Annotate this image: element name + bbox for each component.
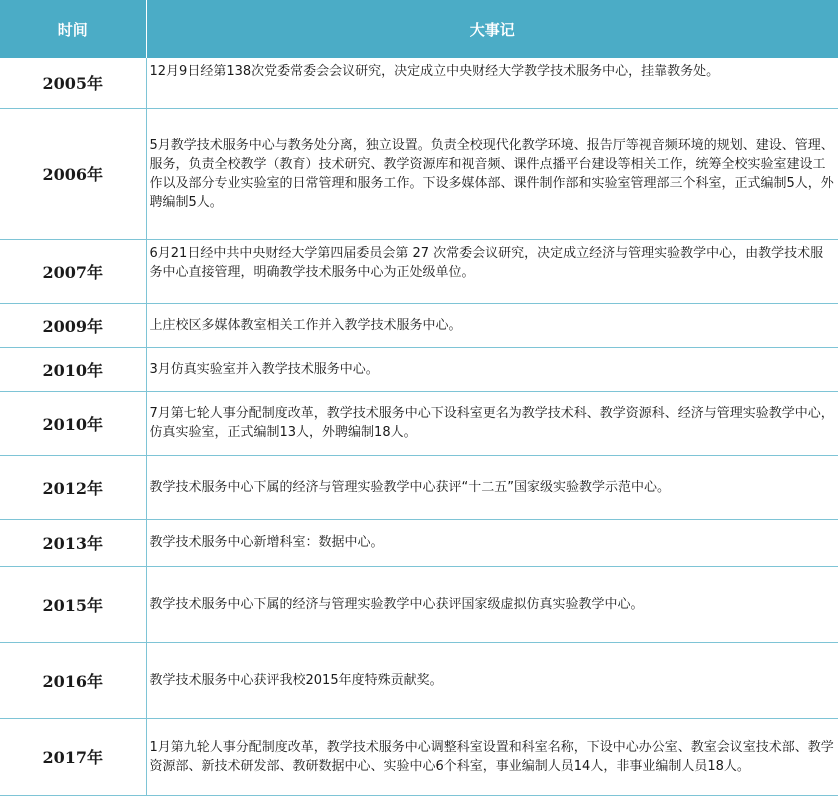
row-event: 教学技术服务中心下属的经济与管理实验教学中心获评“十二五”国家级实验教学示范中心。: [146, 455, 838, 519]
table-row: [0, 347, 838, 391]
row-year: 2006年: [0, 108, 146, 239]
row-year: 2010年: [0, 391, 146, 455]
row-event: 1月第九轮人事分配制度改革，教学技术服务中心调整科室设置和科室名称，下设中心办公室、教室会议室技术部、教学资源部、新技术研发部、教研数据中心、实验中心6个科室，事业编制人员14人，非事业编制人员18人。: [146, 718, 838, 795]
row-event: 5月教学技术服务中心与教务处分离，独立设置。负责全校现代化教学环境、报告厅等视音频环境的规划、建设、管理、服务，负责全校教学（教育）技术研究、教学资源库和视音频、课件点播平台建设等相关工作，统筹全校实验室建设工作以及部分专业实验室的日常管理和服务工作。下设多媒体部、课件制作部和实验室管理部三个科室，正式编制5人，外聘编制5人。: [146, 108, 838, 239]
row-year: 2007年: [0, 239, 146, 303]
row-year: 2010年: [0, 347, 146, 391]
row-year: 2017年: [0, 718, 146, 795]
row-event: 教学技术服务中心新增科室：数据中心。: [146, 519, 838, 566]
row-year: 2009年: [0, 303, 146, 347]
table-row: [0, 519, 838, 566]
table-row: [0, 108, 838, 239]
table-row: [0, 58, 838, 108]
table-row: [0, 391, 838, 455]
header-time: 时间: [0, 0, 146, 58]
table-row: [0, 303, 838, 347]
row-event: 教学技术服务中心获评我校2015年度特殊贡献奖。: [146, 642, 838, 718]
header-events: 大事记: [146, 0, 838, 58]
row-event: 12月9日经第138次党委常委会会议研究，决定成立中央财经大学教学技术服务中心，挂靠教务处。: [146, 58, 838, 108]
table-row: [0, 455, 838, 519]
row-event: 6月21日经中共中央财经大学第四届委员会第 27 次常委会议研究，决定成立经济与管理实验教学中心，由教学技术服务中心直接管理，明确教学技术服务中心为正处级单位。: [146, 239, 838, 303]
row-event: 上庄校区多媒体教室相关工作并入教学技术服务中心。: [146, 303, 838, 347]
table-row: [0, 718, 838, 795]
table-row: [0, 642, 838, 718]
row-year: 2013年: [0, 519, 146, 566]
table-row: [0, 566, 838, 642]
row-year: 2016年: [0, 642, 146, 718]
row-year: 2015年: [0, 566, 146, 642]
row-event: 7月第七轮人事分配制度改革，教学技术服务中心下设科室更名为教学技术科、教学资源科、经济与管理实验教学中心，仿真实验室，正式编制13人，外聘编制18人。: [146, 391, 838, 455]
row-year: 2005年: [0, 58, 146, 108]
row-event: 教学技术服务中心下属的经济与管理实验教学中心获评国家级虚拟仿真实验教学中心。: [146, 566, 838, 642]
row-year: 2012年: [0, 455, 146, 519]
header-row: [0, 0, 838, 58]
row-event: 3月仿真实验室并入教学技术服务中心。: [146, 347, 838, 391]
table-row: [0, 239, 838, 303]
